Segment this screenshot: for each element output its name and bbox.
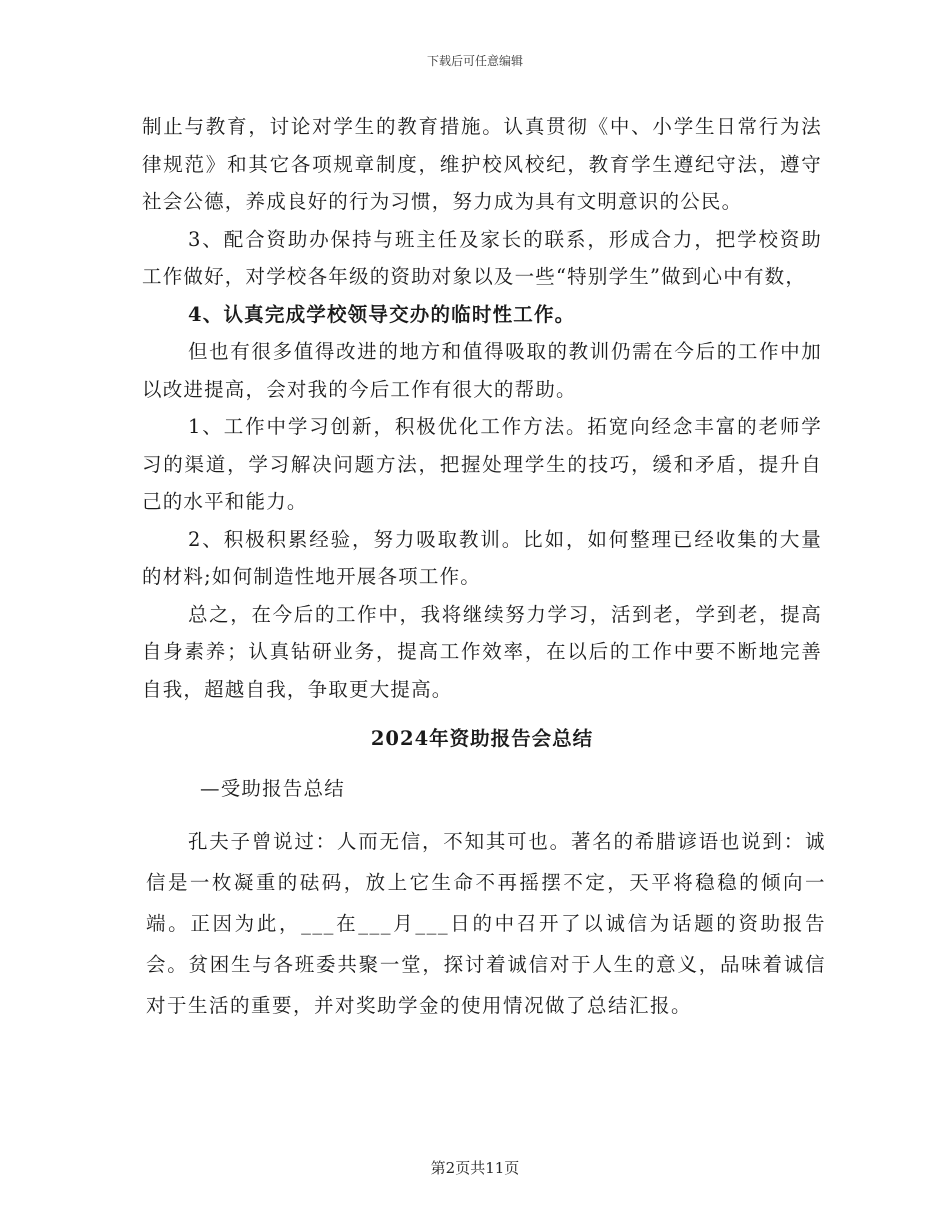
paragraph-discipline: 制止与教育，讨论对学生的教育措施。认真贯彻《中、小学生日常行为法律规范》和其它各项规章制度，维护校风校纪，教育学生遵纪守法，遵守社会公德，养成良好的行为习惯，努力成为具有文明意识的公民。 [142,115,822,213]
section-body [142,821,826,1026]
paragraph-integrity: 孔夫子曾说过：人而无信，不知其可也。著名的希腊谚语也说到：诚信是一枚凝重的砝码，放上它生命不再摇摆不定，天平将稳稳的倾向一端。正因为此，___在___月___日的中召开了以诚信为话题的资助报告会。贫困生与各班委共聚一堂，探讨着诚信对于人生的意义，品味着诚信对于生活的重要，并对奖助学金的使用情况做了总结汇报。 [146,830,826,1017]
paragraph-improvement-2: 2、积极积累经验，努力吸取教训。比如，如何整理已经收集的大量的材料;如何制造性地开展各项工作。 [142,527,822,588]
section-subtitle: —受助报告总结 [200,776,345,800]
document-body [142,108,826,1026]
paragraph-item-3: 3、配合资助办保持与班主任及家长的联系，形成合力，把学校资助工作做好，对学校各年级的资助对象以及一些“特别学生”做到心中有数， [142,227,822,288]
page-number: 第2页共11页 [430,1159,520,1177]
paragraph-conclusion: 总之，在今后的工作中，我将继续努力学习，活到老，学到老，提高自身素养；认真钻研业务，提高工作效率，在以后的工作中要不断地完善自我，超越自我，争取更大提高。 [142,602,822,701]
section-title: 2024年资助报告会总结 [370,727,594,750]
paragraph-improvement-intro: 但也有很多值得改进的地方和值得吸取的教训仍需在今后的工作中加以改进提高，会对我的今后工作有很大的帮助。 [142,340,822,401]
paragraph-improvement-1: 1、工作中学习创新，积极优化工作方法。拓宽向经念丰富的老师学习的渠道，学习解决问题方法，把握处理学生的技巧，缓和矛盾，提升自己的水平和能力。 [142,415,822,513]
header-note: 下载后可任意编辑 [426,54,523,68]
paragraph-item-4: 4、认真完成学校领导交办的临时性工作。 [188,302,576,326]
